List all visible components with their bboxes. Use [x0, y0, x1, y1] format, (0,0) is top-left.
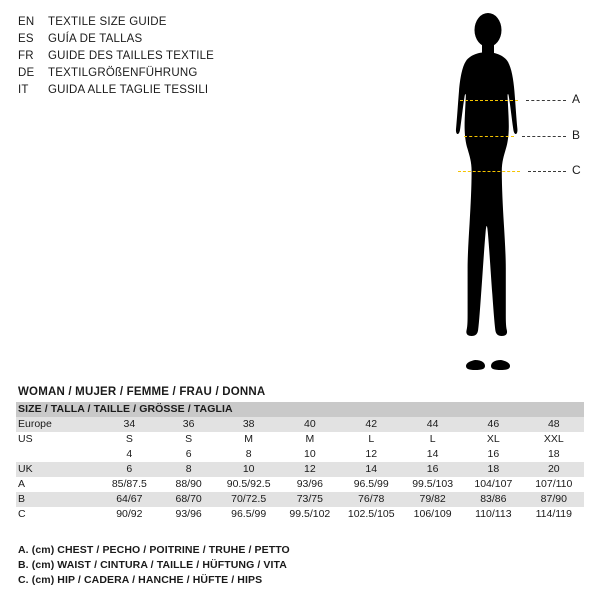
legend-row — [18, 16, 318, 33]
row-label: A — [16, 477, 99, 492]
note-b: B. (cm) WAIST / CINTURA / TAILLE / HÜFTUNG / VITA — [18, 559, 287, 571]
cell: 48 — [524, 417, 584, 432]
row-label: US — [16, 432, 99, 447]
cell: 88/90 — [159, 477, 218, 492]
cell: XXL — [524, 432, 584, 447]
legend-row — [18, 67, 318, 84]
section-title: WOMAN / MUJER / FEMME / FRAU / DONNA — [18, 386, 266, 398]
legend-row — [18, 33, 318, 50]
cell: 93/96 — [279, 477, 340, 492]
cell: 8 — [218, 447, 279, 462]
legend-language-code: EN — [18, 16, 35, 28]
cell: 96.5/99 — [218, 507, 279, 522]
cell: 85/87.5 — [99, 477, 159, 492]
cell: 70/72.5 — [218, 492, 279, 507]
cell: 64/67 — [99, 492, 159, 507]
legend-language-text: TEXTILE SIZE GUIDE — [48, 16, 167, 28]
table-header-label: SIZE / TALLA / TAILLE / GRÖSSE / TAGLIA — [16, 402, 584, 417]
cell: XL — [463, 432, 523, 447]
cell: 87/90 — [524, 492, 584, 507]
cell: 18 — [463, 462, 523, 477]
cell: S — [99, 432, 159, 447]
table-header-row — [16, 402, 584, 417]
cell: 6 — [99, 462, 159, 477]
measure-label-c: C — [572, 163, 581, 177]
legend-language-text: GUIDA ALLE TAGLIE TESSILI — [48, 84, 209, 96]
row-label: C — [16, 507, 99, 522]
cell: 38 — [218, 417, 279, 432]
legend-row — [18, 50, 318, 67]
cell: 40 — [279, 417, 340, 432]
size-table-section — [16, 386, 584, 522]
cell: L — [340, 432, 402, 447]
cell: 10 — [279, 447, 340, 462]
cell: 102.5/105 — [340, 507, 402, 522]
cell: 73/75 — [279, 492, 340, 507]
legend-language-text: GUÍA DE TALLAS — [48, 33, 143, 45]
cell: 8 — [159, 462, 218, 477]
cell: 34 — [99, 417, 159, 432]
cell: M — [218, 432, 279, 447]
measure-line-b — [464, 136, 514, 137]
measure-line-c — [458, 171, 520, 172]
row-label: B — [16, 492, 99, 507]
cell: 90.5/92.5 — [218, 477, 279, 492]
cell: 46 — [463, 417, 523, 432]
legend-language-code: ES — [18, 33, 34, 45]
cell: 110/113 — [463, 507, 523, 522]
cell: 76/78 — [340, 492, 402, 507]
table-row — [16, 477, 584, 492]
cell: 10 — [218, 462, 279, 477]
cell: 99.5/102 — [279, 507, 340, 522]
cell: 96.5/99 — [340, 477, 402, 492]
measure-label-b: B — [572, 128, 581, 142]
leader-line-a — [526, 100, 566, 101]
legend-language-code: IT — [18, 84, 29, 96]
cell: 106/109 — [402, 507, 463, 522]
table-row — [16, 507, 584, 522]
cell: 99.5/103 — [402, 477, 463, 492]
note-a: A. (cm) CHEST / PECHO / POITRINE / TRUHE / PETTO — [18, 544, 290, 556]
cell: L — [402, 432, 463, 447]
table-row — [16, 447, 584, 462]
table-row — [16, 432, 584, 447]
measure-line-a — [460, 100, 518, 101]
cell: 16 — [463, 447, 523, 462]
body-figure — [420, 8, 590, 373]
cell: 107/110 — [524, 477, 584, 492]
measure-label-a: A — [572, 92, 581, 106]
cell: 14 — [340, 462, 402, 477]
legend-language-code: DE — [18, 67, 35, 79]
cell: M — [279, 432, 340, 447]
table-row — [16, 492, 584, 507]
cell: 4 — [99, 447, 159, 462]
cell: 93/96 — [159, 507, 218, 522]
cell: 12 — [279, 462, 340, 477]
cell: 68/70 — [159, 492, 218, 507]
cell: 16 — [402, 462, 463, 477]
cell: S — [159, 432, 218, 447]
legend-row — [18, 84, 318, 101]
language-legend — [18, 16, 318, 101]
cell: 83/86 — [463, 492, 523, 507]
row-label: UK — [16, 462, 99, 477]
legend-language-text: GUIDE DES TAILLES TEXTILE — [48, 50, 215, 62]
cell: 114/119 — [524, 507, 584, 522]
cell: 36 — [159, 417, 218, 432]
cell: 44 — [402, 417, 463, 432]
cell: 6 — [159, 447, 218, 462]
measurement-notes — [18, 543, 418, 588]
size-table — [16, 402, 584, 522]
cell: 104/107 — [463, 477, 523, 492]
legend-language-code: FR — [18, 50, 34, 62]
leader-line-b — [522, 136, 566, 137]
cell: 90/92 — [99, 507, 159, 522]
cell: 79/82 — [402, 492, 463, 507]
row-label — [16, 447, 99, 462]
row-label: Europe — [16, 417, 99, 432]
cell: 42 — [340, 417, 402, 432]
female-silhouette-icon — [420, 8, 590, 373]
cell: 20 — [524, 462, 584, 477]
table-row — [16, 462, 584, 477]
cell: 14 — [402, 447, 463, 462]
note-c: C. (cm) HIP / CADERA / HANCHE / HÜFTE / HIPS — [18, 574, 263, 586]
table-row — [16, 417, 584, 432]
cell: 18 — [524, 447, 584, 462]
leader-line-c — [528, 171, 566, 172]
legend-language-text: TEXTILGRÖßENFÜHRUNG — [48, 67, 198, 79]
cell: 12 — [340, 447, 402, 462]
